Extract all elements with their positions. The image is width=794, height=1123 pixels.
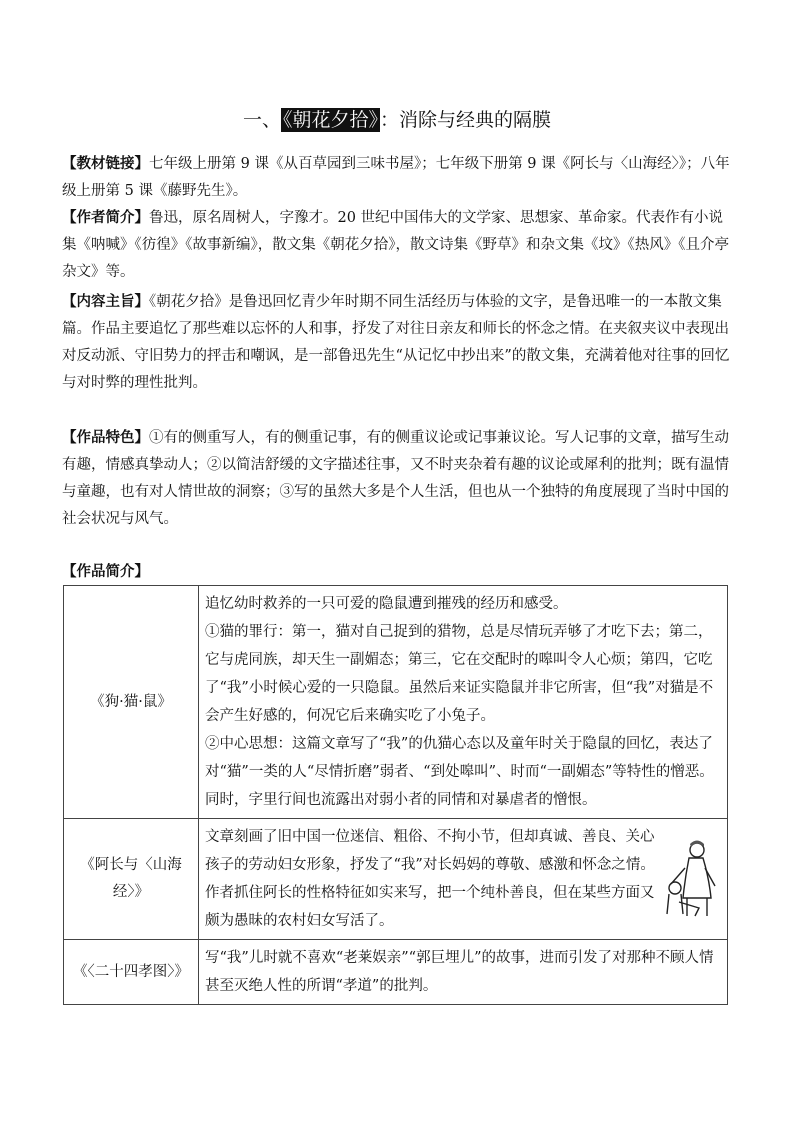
section-title [0,105,794,132]
work-features-label: 【作品特色】 [62,429,149,446]
author-intro-label: 【作者简介】 [62,209,149,226]
textbook-links-text: 七年级上册第 9 课《从百草园到三味书屋》；七年级下册第 9 课《阿长与〈山海经〉》；八年级上册第 5 课《藤野先生》。 [62,156,730,199]
work-paragraph: ①猫的罪行：第一，猫对自己捉到的猎物，总是尽情玩弄够了才吃下去；第二，它与虎同族，却天生一副媚态；第三，它在交配时的嗥叫令人心烦；第四，它吃了“我”小时候心爱的一只隐鼠。虽然后来证实隐鼠并非它所害，但“我”对猫是不会产生好感的，何况它后来确实吃了小兔子。 [205,624,714,724]
work-description-cell [199,586,728,819]
works-heading [62,558,734,586]
work-description-cell [199,940,728,1005]
textbook-links [62,150,734,205]
work-features [62,424,734,533]
work-description-with-image [205,823,721,935]
works-heading-label: 【作品简介】 [62,563,149,580]
work-title-cell: 《狗·猫·鼠》 [64,586,199,819]
title-suffix: ：消除与经典的隔膜 [380,109,552,131]
table-row [64,586,728,819]
content-theme-label: 【内容主旨】 [62,293,149,310]
works-table [63,585,728,1005]
table-row [64,940,728,1005]
author-intro-text: 鲁迅，原名周树人，字豫才。20 世纪中国伟大的文学家、思想家、革命家。代表作有小说集《呐喊》《彷徨》《故事新编》，散文集《朝花夕拾》，散文诗集《野草》和杂文集《坟》《热风》《且介亭杂文》等。 [62,210,729,280]
illustration-icon [659,838,721,920]
author-intro [62,204,734,286]
work-paragraph: 文章刻画了旧中国一位迷信、粗俗、不拘小节，但却真诚、善良、关心孩子的劳动妇女形象，抒发了“我”对长妈妈的尊敬、感激和怀念之情。作者抓住阿长的性格特征如实来写，把一个纯朴善良，但在某些方面又颇为愚昧的农村妇女写活了。 [205,829,655,929]
work-title-cell: 《〈二十四孝图〉》 [64,940,199,1005]
work-title-cell: 《阿长与〈山海经〉》 [64,819,199,940]
title-highlight: 《朝花夕拾》 [282,109,378,131]
content-theme-text: 《朝花夕拾》是鲁迅回忆青少年时期不同生活经历与体验的文字，是鲁迅唯一的一本散文集篇。作品主要追忆了那些难以忘怀的人和事，抒发了对往日亲友和师长的怀念之情。在夹叙夹议中表现出对反动派、守旧势力的抨击和嘲讽，是一部鲁迅先生“从记忆中抄出来”的散文集，充满着他对往事的回忆与对时弊的理性批判。 [62,294,730,391]
work-features-text: ①有的侧重写人，有的侧重记事，有的侧重议论或记事兼议论。写人记事的文章，描写生动有趣，情感真挚动人；②以简洁舒缓的文字描述往事，又不时夹杂着有趣的议论或犀利的批判；既有温情与童趣，也有对人情世故的洞察；③写的虽然大多是个人生活，但也从一个独特的角度展现了当时中国的社会状况与风气。 [62,430,729,527]
textbook-links-label: 【教材链接】 [62,155,149,172]
table-row [64,819,728,940]
work-description-cell [199,819,728,940]
work-paragraph: 追忆幼时救养的一只可爱的隐鼠遭到摧残的经历和感受。 [205,596,568,612]
title-prefix: 一、 [242,109,281,131]
work-paragraph: 写“我”儿时就不喜欢“老莱娱亲”“郭巨埋儿”的故事，进而引发了对那种不顾人情甚至灭绝人性的所谓“孝道”的批判。 [205,950,714,994]
work-paragraph: ②中心思想：这篇文章写了“我”的仇猫心态以及童年时关于隐鼠的回忆，表达了对“猫”一类的人“尽情折磨”弱者、“到处嗥叫”、时而“一副媚态”等特性的憎恶。同时，字里行间也流露出对弱小者的同情和对暴虐者的憎恨。 [205,736,714,808]
content-theme [62,288,734,397]
